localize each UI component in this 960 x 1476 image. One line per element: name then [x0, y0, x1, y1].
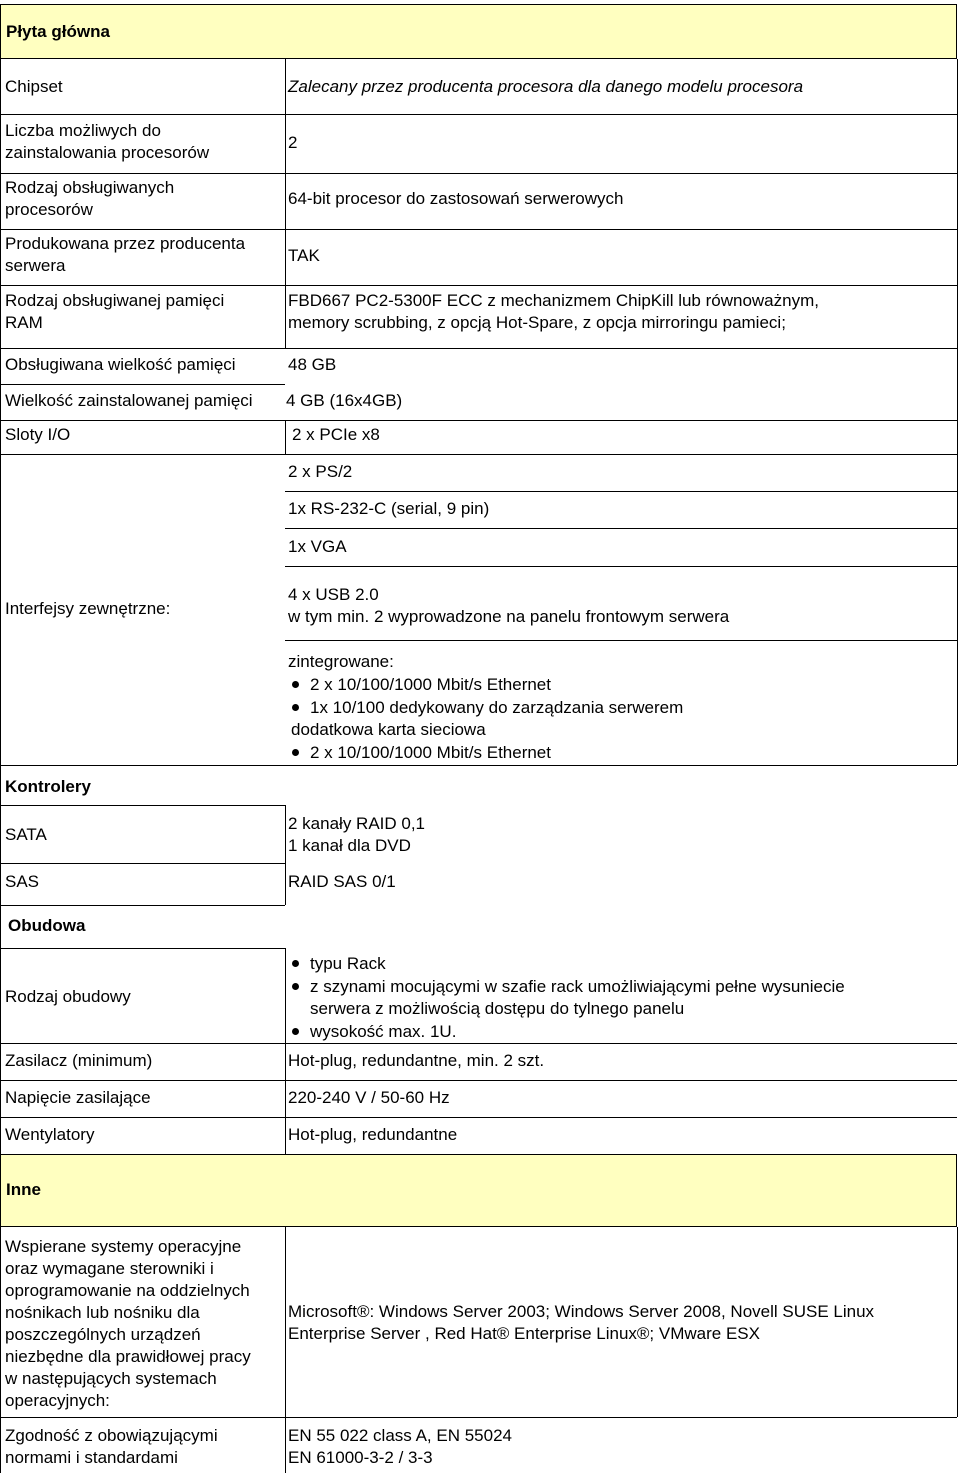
vendor-value: TAK [288, 246, 320, 265]
grid-line [0, 454, 957, 455]
interfaces-label: Interfejsy zewnętrzne: [5, 599, 171, 618]
grid-line [0, 384, 285, 385]
fans-label: Wentylatory [5, 1125, 95, 1144]
ram-type-value: FBD667 PC2-5300F ECC z mechanizmem ChipKill lub równoważnym, [288, 291, 819, 310]
network-intro: zintegrowane: [288, 652, 394, 671]
section-title-chassis: Obudowa [8, 916, 86, 935]
section-title-controllers: Kontrolery [5, 777, 91, 796]
grid-line [0, 1080, 957, 1081]
cpu-count-label: zainstalowania procesorów [5, 143, 210, 162]
grid-line [285, 805, 286, 905]
sas-value: RAID SAS 0/1 [288, 872, 396, 891]
network-extra: dodatkowa karta sieciowa [291, 720, 486, 739]
sas-label: SAS [5, 872, 40, 891]
grid-line [0, 948, 285, 949]
grid-line [0, 173, 957, 174]
os-value: Microsoft®: Windows Server 2003; Windows Server 2008, Novell SUSE Linux [288, 1302, 875, 1321]
grid-line [0, 1117, 957, 1118]
grid-line [0, 59, 1, 1154]
grid-line [0, 1417, 957, 1418]
section-title: Inne [6, 1180, 41, 1199]
os-value: Enterprise Server , Red Hat® Enterprise Linux®; VMware ESX [288, 1324, 760, 1343]
cpu-count-value: 2 [288, 133, 298, 152]
serial-value: 1x RS-232-C (serial, 9 pin) [288, 499, 490, 518]
grid-line [0, 285, 957, 286]
chassis-type-item: z szynami mocującymi w szafie rack umożliwiającymi pełne wysuniecie [288, 975, 845, 998]
ram-installed-label: Wielkość zainstalowanej pamięci [5, 391, 253, 410]
ram-type-value: memory scrubbing, z opcją Hot-Spare, z opcja mirroringu pamieci; [288, 313, 786, 332]
chipset-label: Chipset [5, 77, 63, 96]
chassis-type-item: wysokość max. 1U. [288, 1020, 456, 1043]
standards-value: EN 61000-3-2 / 3-3 [288, 1448, 433, 1467]
os-label-line: w następujących systemach [5, 1369, 217, 1388]
network-item: 2 x 10/100/1000 Mbit/s Ethernet [288, 741, 551, 764]
os-label [5, 1236, 251, 1412]
ram-max-label: Obsługiwana wielkość pamięci [5, 355, 236, 374]
network-item: 1x 10/100 dedykowany do zarządzania serwerem [288, 696, 683, 719]
grid-line [285, 420, 286, 454]
ram-installed-value: 4 GB (16x4GB) [286, 391, 403, 410]
chassis-type-label: Rodzaj obudowy [5, 987, 131, 1006]
sata-value: 2 kanały RAID 0,1 [288, 814, 426, 833]
grid-line [285, 948, 286, 1154]
grid-line [285, 528, 957, 529]
grid-line [285, 1227, 286, 1473]
standards-label: Zgodność z obowiązującymi [5, 1426, 218, 1445]
ram-type-label: RAM [5, 313, 43, 332]
io-slots-label: Sloty I/O [5, 425, 71, 444]
psu-value: Hot-plug, redundantne, min. 2 szt. [288, 1051, 545, 1070]
ps2-value: 2 x PS/2 [288, 462, 353, 481]
grid-line [0, 348, 957, 349]
vendor-label: serwera [5, 256, 66, 275]
grid-line [0, 805, 285, 806]
cpu-type-label: procesorów [5, 200, 93, 219]
os-label-line: nośnikach lub nośniku dla [5, 1303, 200, 1322]
usb-value: w tym min. 2 wyprowadzone na panelu frontowym serwera [288, 607, 730, 626]
network-item: 2 x 10/100/1000 Mbit/s Ethernet [288, 673, 551, 696]
grid-line [0, 114, 957, 115]
grid-line [0, 1043, 957, 1044]
sata-label: SATA [5, 825, 47, 844]
section-header-motherboard [0, 4, 957, 59]
standards-value: EN 55 022 class A, EN 55024 [288, 1426, 512, 1445]
chipset-value: Zalecany przez producenta procesora dla danego modelu procesora [288, 77, 804, 96]
grid-line [285, 640, 957, 641]
voltage-label: Napięcie zasilające [5, 1088, 151, 1107]
section-title: Płyta główna [6, 22, 110, 41]
chassis-type-item-cont: serwera z możliwością dostępu do tylnego panelu [310, 999, 685, 1018]
grid-line [0, 905, 285, 906]
grid-line [285, 566, 957, 567]
grid-line [957, 59, 958, 765]
ram-type-label: Rodzaj obsługiwanej pamięci [5, 291, 225, 310]
ram-max-value: 48 GB [288, 355, 337, 374]
usb-value: 4 x USB 2.0 [288, 585, 379, 604]
os-label-line: niezbędne dla prawidłowej pracy [5, 1347, 251, 1366]
cpu-count-label: Liczba możliwych do [5, 121, 161, 140]
sata-value: 1 kanał dla DVD [288, 836, 411, 855]
voltage-value: 220-240 V / 50-60 Hz [288, 1088, 450, 1107]
vga-value: 1x VGA [288, 537, 347, 556]
grid-line [957, 1227, 958, 1417]
cpu-type-label: Rodzaj obsługiwanych [5, 178, 175, 197]
cpu-type-value: 64-bit procesor do zastosowań serwerowych [288, 189, 624, 208]
vendor-label: Produkowana przez producenta [5, 234, 246, 253]
os-label-line: poszczególnych urządzeń [5, 1325, 201, 1344]
grid-line [285, 59, 286, 348]
fans-value: Hot-plug, redundantne [288, 1125, 458, 1144]
os-label-line: operacyjnych: [5, 1391, 110, 1410]
grid-line [285, 491, 957, 492]
standards-label: normami i standardami [5, 1448, 178, 1467]
section-header-other [0, 1154, 957, 1227]
grid-line [0, 863, 285, 864]
grid-line [0, 765, 957, 766]
grid-line [0, 229, 957, 230]
io-slots-value: 2 x PCIe x8 [292, 425, 380, 444]
psu-label: Zasilacz (minimum) [5, 1051, 153, 1070]
os-label-line: oraz wymagane sterowniki i [5, 1259, 214, 1278]
grid-line [0, 1227, 1, 1473]
os-label-line: oprogramowanie na oddzielnych [5, 1281, 250, 1300]
chassis-type-item: typu Rack [288, 952, 386, 975]
os-label-line: Wspierane systemy operacyjne [5, 1237, 242, 1256]
grid-line [0, 420, 957, 421]
